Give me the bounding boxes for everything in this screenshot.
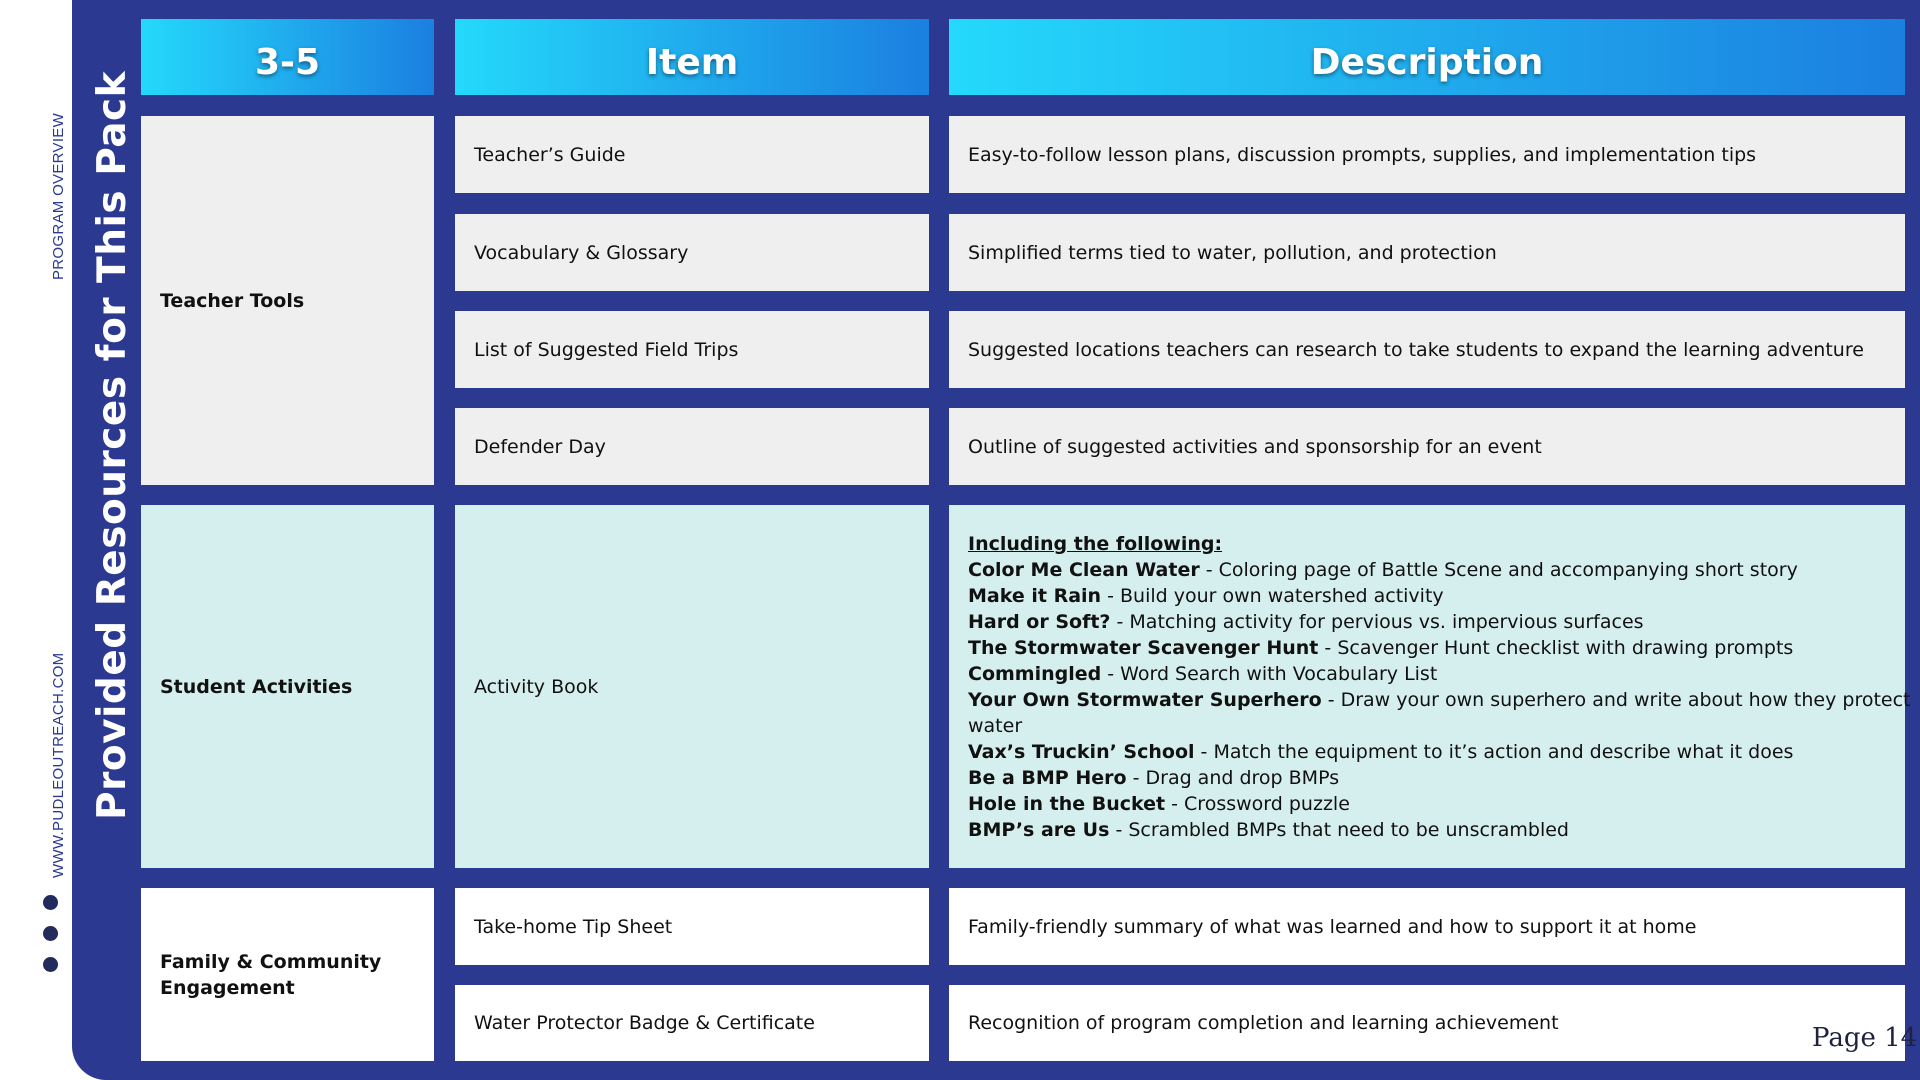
description-cell: Suggested locations teachers can research to take students to expand the learning adventure: [949, 311, 1905, 388]
activity-item: Make it Rain - Build your own watershed activity: [968, 585, 1444, 607]
activity-list-heading: Including the following:: [968, 533, 1223, 555]
activity-item: The Stormwater Scavenger Hunt - Scavenger Hunt checklist with drawing prompts: [968, 637, 1794, 659]
category-student-activities: Student Activities: [141, 505, 434, 868]
activity-item: Commingled - Word Search with Vocabulary List: [968, 663, 1438, 685]
category-teacher-tools: Teacher Tools: [141, 116, 434, 485]
item-cell: Take-home Tip Sheet: [455, 888, 929, 965]
dot-icon: [43, 957, 58, 972]
page-title: Provided Resources for This Pack: [90, 70, 135, 820]
header-grade: 3-5: [141, 19, 434, 95]
activity-item: BMP’s are Us - Scrambled BMPs that need to be unscrambled: [968, 819, 1569, 841]
item-cell: Teacher’s Guide: [455, 116, 929, 193]
dot-icon: [43, 895, 58, 910]
description-cell: Outline of suggested activities and sponsorship for an event: [949, 408, 1905, 485]
item-cell: Water Protector Badge & Certificate: [455, 985, 929, 1061]
activity-list: [949, 505, 1911, 868]
program-overview-label: PROGRAM OVERVIEW: [50, 112, 67, 280]
activity-item: Vax’s Truckin’ School - Match the equipment to it’s action and describe what it does: [968, 741, 1794, 763]
activity-item: Your Own Stormwater Superhero - Draw your own superhero and write about how they protect: [968, 689, 1911, 711]
item-cell: Vocabulary & Glossary: [455, 214, 929, 291]
description-cell: Family-friendly summary of what was learned and how to support it at home: [949, 888, 1905, 965]
activity-item: Hole in the Bucket - Crossword puzzle: [968, 793, 1350, 815]
description-cell: Easy-to-follow lesson plans, discussion prompts, supplies, and implementation tips: [949, 116, 1905, 193]
item-cell: Activity Book: [455, 505, 929, 868]
page-number: Page 14: [1812, 1023, 1918, 1053]
activity-item: Hard or Soft? - Matching activity for pervious vs. impervious surfaces: [968, 611, 1644, 633]
dot-icon: [43, 926, 58, 941]
activity-item: Color Me Clean Water - Coloring page of Battle Scene and accompanying short story: [968, 559, 1798, 581]
website-label: WWW.PUDLEOUTREACH.COM: [50, 652, 67, 878]
activity-item: Be a BMP Hero - Drag and drop BMPs: [968, 767, 1340, 789]
category-family-community: Family & Community Engagement: [141, 888, 434, 1061]
description-cell: Recognition of program completion and learning achievement: [949, 985, 1905, 1061]
activity-item-continued: water: [968, 715, 1023, 737]
item-cell: Defender Day: [455, 408, 929, 485]
header-description: Description: [949, 19, 1905, 95]
description-cell: Simplified terms tied to water, pollution, and protection: [949, 214, 1905, 291]
item-cell: List of Suggested Field Trips: [455, 311, 929, 388]
header-item: Item: [455, 19, 929, 95]
